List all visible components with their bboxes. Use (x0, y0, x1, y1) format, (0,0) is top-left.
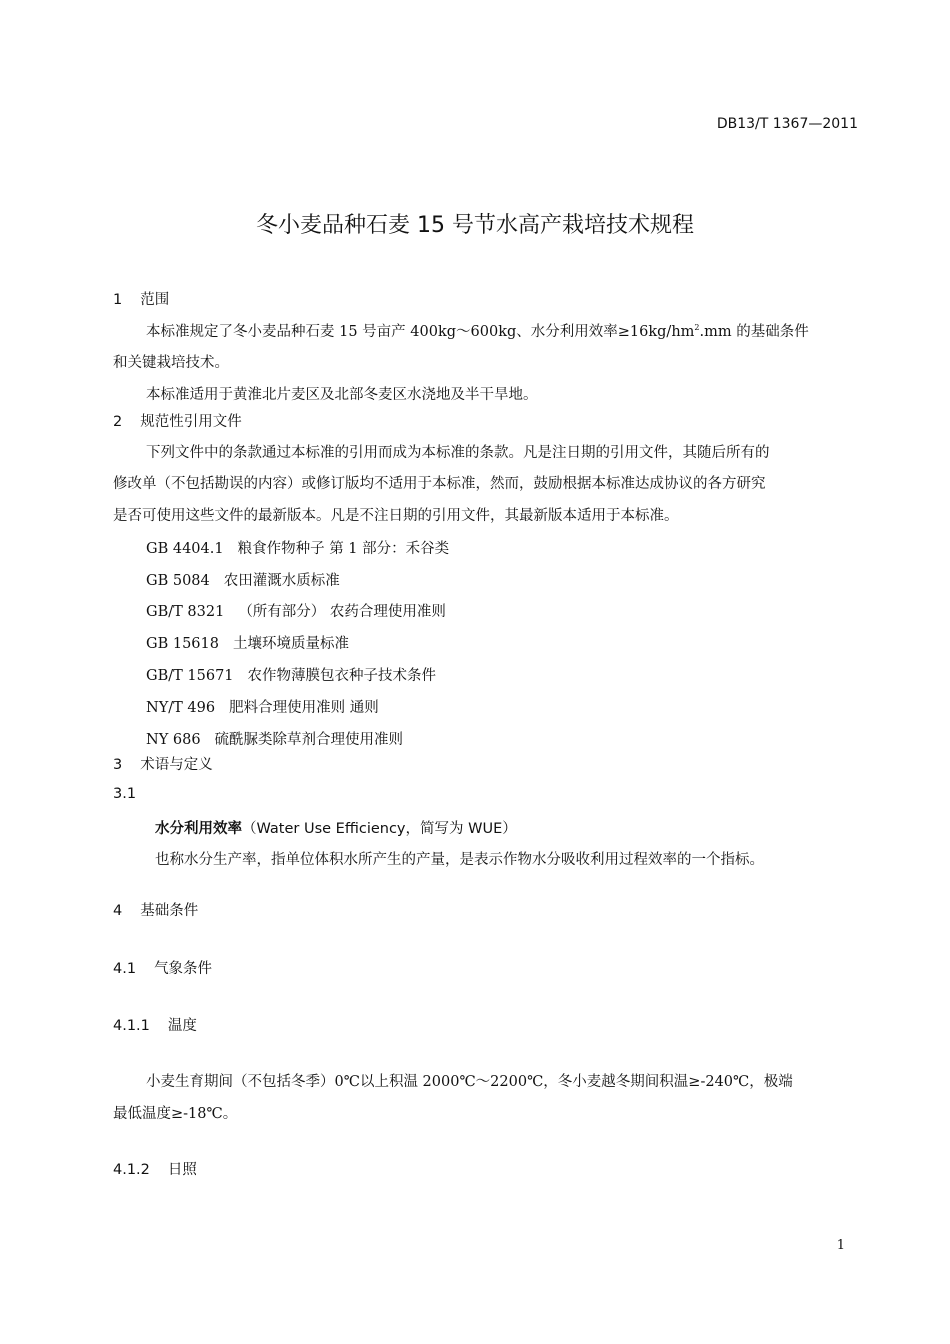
section-title: 规范性引用文件 (140, 414, 242, 430)
section-number: 1 (113, 292, 123, 308)
superscript: 2 (694, 323, 700, 333)
section-1-heading (113, 288, 169, 309)
reference-name: （所有部分） 农药合理使用准则 (238, 604, 446, 620)
section-number: 2 (113, 414, 123, 430)
section-title: 温度 (167, 1018, 197, 1034)
term-name: 水分利用效率 (155, 821, 242, 837)
section-title: 日照 (167, 1162, 197, 1178)
section-number: 4.1.1 (113, 1018, 150, 1034)
temperature-paragraph-line-2: 最低温度≥-18℃。 (113, 1106, 238, 1122)
normative-paragraph-line-3: 是否可使用这些文件的最新版本。凡是不注日期的引用文件，其最新版本适用于本标准。 (113, 508, 679, 524)
scope-paragraph-line-1 (146, 320, 809, 341)
scope-text-end: .mm 的基础条件 (699, 324, 809, 340)
section-title: 范围 (140, 292, 170, 308)
subsection-4-1-1-heading (113, 1014, 197, 1035)
subsection-3-1-number: 3.1 (113, 786, 137, 802)
subsection-4-1-heading (113, 957, 212, 978)
scope-paragraph-line-2: 和关键栽培技术。 (113, 355, 229, 371)
reference-item (146, 696, 379, 717)
reference-item (146, 664, 436, 685)
section-2-heading (113, 410, 242, 431)
reference-item (146, 632, 349, 653)
reference-code: NY/T 496 (146, 700, 216, 716)
section-number: 4.1 (113, 961, 137, 977)
temperature-paragraph-line-1: 小麦生育期间（不包括冬季）0℃以上积温 2000℃～2200℃，冬小麦越冬期间积温≥-240℃，极端 (146, 1074, 793, 1090)
document-code: DB13/T 1367—2011 (716, 116, 858, 132)
reference-item (146, 728, 403, 749)
scope-text: 本标准规定了冬小麦品种石麦 15 号亩产 400kg～600kg、水分利用效率≥16kg/hm (146, 324, 695, 340)
term-english: （Water Use Efficiency，简写为 WUE） (242, 821, 517, 837)
section-number: 3 (113, 757, 123, 773)
reference-code: GB/T 8321 (146, 604, 225, 620)
reference-item (146, 569, 340, 590)
reference-code: GB 4404.1 (146, 541, 224, 557)
subsection-4-1-2-heading (113, 1158, 197, 1179)
section-title: 术语与定义 (140, 757, 213, 773)
reference-item (146, 537, 449, 558)
section-number: 4 (113, 903, 123, 919)
page-number: 1 (836, 1238, 845, 1253)
normative-paragraph-line-2: 修改单（不包括勘误的内容）或修订版均不适用于本标准，然而，鼓励根据本标准达成协议的各方研究 (113, 476, 766, 492)
reference-code: GB 5084 (146, 573, 210, 589)
term-line (155, 817, 517, 838)
reference-name: 土壤环境质量标准 (232, 636, 349, 652)
reference-name: 硫酰脲类除草剂合理使用准则 (214, 732, 404, 748)
scope-paragraph-2: 本标准适用于黄淮北片麦区及北部冬麦区水浇地及半干旱地。 (146, 387, 538, 403)
reference-item (146, 600, 446, 621)
section-4-heading (113, 899, 198, 920)
reference-code: GB 15618 (146, 636, 219, 652)
reference-name: 农作物薄膜包衣种子技术条件 (247, 668, 437, 684)
section-number: 4.1.2 (113, 1162, 150, 1178)
reference-name: 农田灌溉水质标准 (223, 573, 340, 589)
reference-code: NY 686 (146, 732, 201, 748)
section-title: 基础条件 (140, 903, 199, 919)
term-definition: 也称水分生产率，指单位体积水所产生的产量，是表示作物水分吸收利用过程效率的一个指标。 (155, 852, 764, 868)
reference-name: 粮食作物种子 第 1 部分：禾谷类 (237, 541, 450, 557)
section-3-heading (113, 753, 213, 774)
section-title: 气象条件 (154, 961, 213, 977)
document-title: 冬小麦品种石麦 15 号节水高产栽培技术规程 (256, 213, 694, 238)
reference-name: 肥料合理使用准则 通则 (229, 700, 379, 716)
reference-code: GB/T 15671 (146, 668, 234, 684)
normative-paragraph-line-1: 下列文件中的条款通过本标准的引用而成为本标准的条款。凡是注日期的引用文件，其随后所有的 (146, 445, 770, 461)
